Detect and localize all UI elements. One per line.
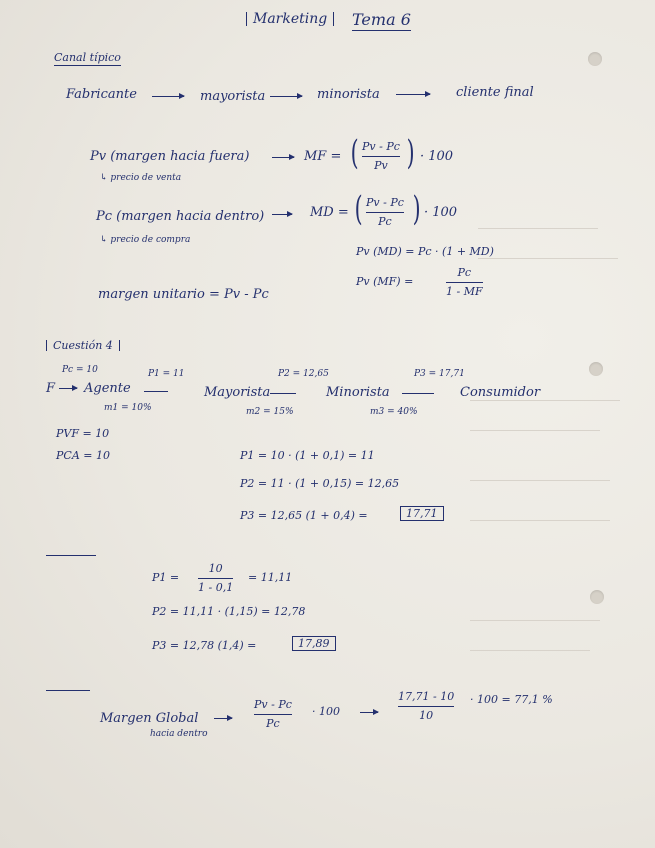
mf-denominator: Pv	[374, 159, 388, 172]
arrow-icon	[360, 712, 378, 713]
calc2-p3: P3 = 12,78 (1,4) =	[152, 639, 257, 652]
divider	[46, 555, 96, 556]
pv-definition: Pv (margen hacia fuera)	[90, 149, 250, 164]
md-numerator: Pv - Pc	[366, 196, 404, 209]
dash	[270, 393, 296, 394]
minorista-label: Minorista	[326, 385, 390, 400]
calc-p1: P1 = 10 · (1 + 0,1) = 11	[240, 449, 375, 462]
fraction-bar	[362, 156, 400, 157]
calc2-p2: P2 = 11,11 · (1,15) = 12,78	[152, 605, 306, 618]
question-label: Cuestión 4	[46, 340, 120, 351]
subject-label: Marketing	[246, 12, 334, 26]
mf-multiplier: · 100	[420, 149, 454, 164]
md-fraction	[366, 196, 404, 228]
calc-p2: P2 = 11 · (1 + 0,15) = 12,65	[240, 477, 400, 490]
global-numerator: Pv - Pc	[254, 698, 292, 711]
section-heading: Canal típico	[54, 51, 121, 64]
show-through-mark	[478, 258, 618, 259]
chain-minorista: minorista	[317, 87, 380, 102]
arrow-icon	[272, 214, 292, 215]
topic-title: Tema 6	[352, 10, 411, 29]
global-fraction	[254, 698, 292, 730]
paren-left: (	[354, 189, 363, 229]
pv-note: ↳ precio de venta	[100, 173, 182, 183]
dash	[144, 391, 168, 392]
md-symbol: MD =	[310, 205, 349, 220]
pv-mf-numerator: Pc	[457, 266, 472, 279]
md-multiplier: · 100	[424, 205, 458, 220]
pc-note: ↳ precio de compra	[100, 235, 191, 245]
paren-right: )	[406, 133, 415, 173]
global-value-denominator: 10	[419, 709, 434, 722]
pv-mf-lhs: Pv (MF) =	[356, 275, 414, 288]
global-value-numerator: 17,71 - 10	[398, 690, 455, 703]
arrow-icon	[59, 388, 77, 389]
arrow-icon	[152, 96, 184, 97]
pc-definition: Pc (margen hacia dentro)	[96, 209, 265, 224]
punch-hole	[589, 362, 603, 376]
pv-mf-denominator: 1 - MF	[446, 285, 483, 298]
margen-global-note: hacia dentro	[150, 729, 208, 739]
global-result: · 100 = 77,1 %	[470, 693, 553, 706]
consumidor-label: Consumidor	[460, 385, 541, 400]
mf-numerator: Pv - Pc	[362, 140, 400, 153]
show-through-mark	[470, 650, 590, 651]
global-value-fraction	[398, 690, 454, 722]
arrow-icon	[396, 94, 430, 95]
show-through-mark	[470, 520, 610, 521]
chain-fabricante: Fabricante	[66, 87, 137, 102]
arrow-icon	[272, 157, 294, 158]
chain-mayorista: mayorista	[200, 89, 266, 104]
m1-value: m1 = 10%	[104, 403, 152, 413]
show-through-mark	[470, 620, 600, 621]
pc-initial: Pc = 10	[62, 365, 98, 375]
p1-value: P1 = 11	[148, 369, 185, 379]
arrow-icon	[214, 718, 232, 719]
calc2-p1-rhs: = 11,11	[248, 571, 293, 584]
f-label: F	[46, 381, 56, 396]
calc2-denominator: 1 - 0,1	[198, 581, 234, 594]
global-multiplier: · 100	[312, 705, 340, 718]
dash	[402, 393, 434, 394]
fraction-bar	[398, 706, 454, 707]
pv-md-relation: Pv (MD) = Pc · (1 + MD)	[356, 245, 494, 258]
p2-value: P2 = 12,65	[278, 369, 329, 379]
fraction-bar	[198, 578, 233, 579]
calc2-p1-fraction	[198, 562, 233, 594]
global-denominator: Pc	[266, 717, 280, 730]
calc2-numerator: 10	[208, 562, 223, 575]
mf-fraction	[362, 140, 400, 172]
show-through-mark	[470, 400, 620, 401]
calc-p3: P3 = 12,65 (1 + 0,4) =	[240, 509, 368, 522]
punch-hole	[590, 590, 604, 604]
pv-mf-fraction	[446, 266, 483, 298]
fraction-bar	[446, 282, 483, 283]
show-through-mark	[470, 480, 610, 481]
result-box-2: 17,89	[292, 636, 336, 651]
md-denominator: Pc	[378, 215, 392, 228]
fraction-bar	[254, 714, 292, 715]
margen-global-label: Margen Global	[100, 711, 199, 726]
p3-value: P3 = 17,71	[414, 369, 465, 379]
mf-symbol: MF =	[304, 149, 342, 164]
pca-value: PCA = 10	[56, 449, 110, 462]
show-through-mark	[478, 228, 598, 229]
calc2-p1-lhs: P1 =	[152, 571, 180, 584]
mayorista-label: Mayorista	[204, 385, 271, 400]
show-through-mark	[470, 430, 600, 431]
paren-left: (	[350, 133, 359, 173]
pvf-value: PVF = 10	[56, 427, 110, 440]
result-box-1: 17,71	[400, 506, 444, 521]
paren-right: )	[412, 189, 421, 229]
chain-cliente-final: cliente final	[456, 85, 534, 100]
punch-hole	[588, 52, 602, 66]
fraction-bar	[366, 212, 404, 213]
agente-label: Agente	[84, 381, 131, 396]
divider	[46, 690, 90, 691]
margen-unitario: margen unitario = Pv - Pc	[98, 287, 269, 302]
arrow-icon	[270, 96, 302, 97]
m3-value: m3 = 40%	[370, 407, 418, 417]
m2-value: m2 = 15%	[246, 407, 294, 417]
